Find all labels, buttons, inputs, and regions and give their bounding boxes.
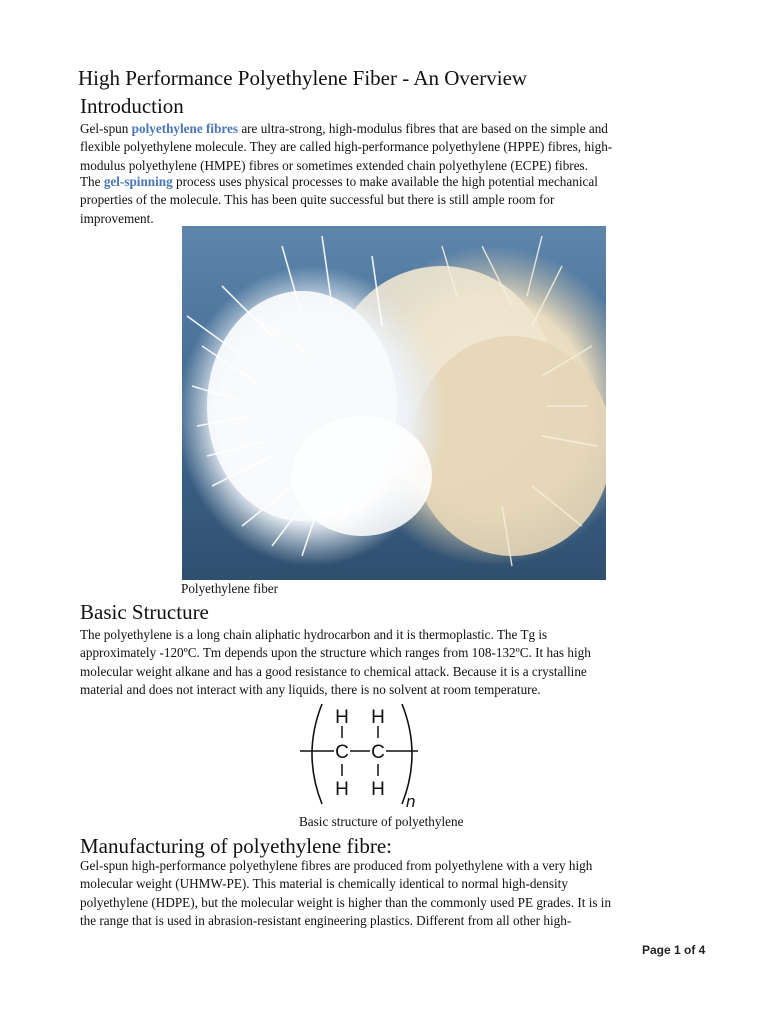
page-number: Page 1 of 4 <box>642 943 706 957</box>
basic-structure-paragraph <box>80 626 591 700</box>
intro-p1-rest: are ultra-strong, high-modulus fibres that are based on the simple and <box>238 121 608 136</box>
manufacturing-heading: Manufacturing of polyethylene fibre: <box>80 834 392 858</box>
polyethylene-fibres-link[interactable]: polyethylene fibres <box>131 121 239 136</box>
intro-p2-prefix: The <box>80 174 104 189</box>
carbon-left: C <box>335 742 349 763</box>
repeat-subscript: n <box>406 792 416 808</box>
basic-structure-heading: Basic Structure <box>80 600 209 624</box>
hydrogen-bottom-left: H <box>335 779 349 800</box>
polyethylene-fiber-photo <box>182 226 606 580</box>
right-bracket <box>402 704 412 804</box>
polyethylene-structural-formula <box>300 700 430 808</box>
hydrogen-bottom-right: H <box>371 779 385 800</box>
manufacturing-line: molecular weight (UHMW-PE). This material is chemically identical to normal high-density <box>80 876 568 892</box>
manufacturing-line: the range that is used in abrasion-resistant engineering plastics. Different from all other high- <box>80 913 572 929</box>
basic-structure-line: molecular weight alkane and has a good resistance to chemical attack. Because it is a crystalline <box>80 663 587 679</box>
intro-p2-line2: properties of the molecule. This has been quite successful but there is still ample room for <box>80 192 555 208</box>
basic-structure-line: The polyethylene is a long chain aliphatic hydrocarbon and it is thermoplastic. The Tg is <box>80 627 548 642</box>
document-title: High Performance Polyethylene Fiber - An Overview <box>78 66 528 90</box>
intro-p1-line2: flexible polyethylene molecule. They are called high-performance polyethylene (HPPE) fibres, high- <box>80 139 613 155</box>
introduction-heading: Introduction <box>80 94 184 118</box>
manufacturing-paragraph <box>80 857 611 931</box>
introduction-paragraph-2 <box>80 173 598 228</box>
intro-p1-prefix: Gel-spun <box>80 121 132 136</box>
hydrogen-top-right: H <box>371 707 385 728</box>
carbon-right: C <box>371 742 385 763</box>
manufacturing-line: polyethylene (HDPE), but the molecular weight is higher than the commonly used PE grades. It is in <box>80 894 612 910</box>
intro-p2-rest: process uses physical processes to make available the high potential mechanical <box>172 174 598 189</box>
fiber-illustration <box>182 226 606 580</box>
basic-structure-line: approximately -120ºC. Tm depends upon the structure which ranges from 108-132ºC. It has high <box>80 645 591 661</box>
introduction-paragraph-1 <box>80 120 612 175</box>
left-bracket <box>312 704 322 804</box>
manufacturing-line: Gel-spun high-performance polyethylene fibres are produced from polyethylene with a very high <box>80 858 593 873</box>
basic-structure-line: material and does not interact with any liquids, there is no solvent at room temperature. <box>80 682 541 698</box>
intro-p2-line3: improvement. <box>80 210 154 226</box>
photo-caption: Polyethylene fiber <box>181 581 279 596</box>
hydrogen-top-left: H <box>335 707 349 728</box>
structure-caption: Basic structure of polyethylene <box>299 814 464 829</box>
gel-spinning-link[interactable]: gel-spinning <box>103 174 173 189</box>
intro-p1-line3: modulus polyethylene (HMPE) fibres or sometimes extended chain polyethylene (ECPE) fibres. <box>80 157 588 173</box>
